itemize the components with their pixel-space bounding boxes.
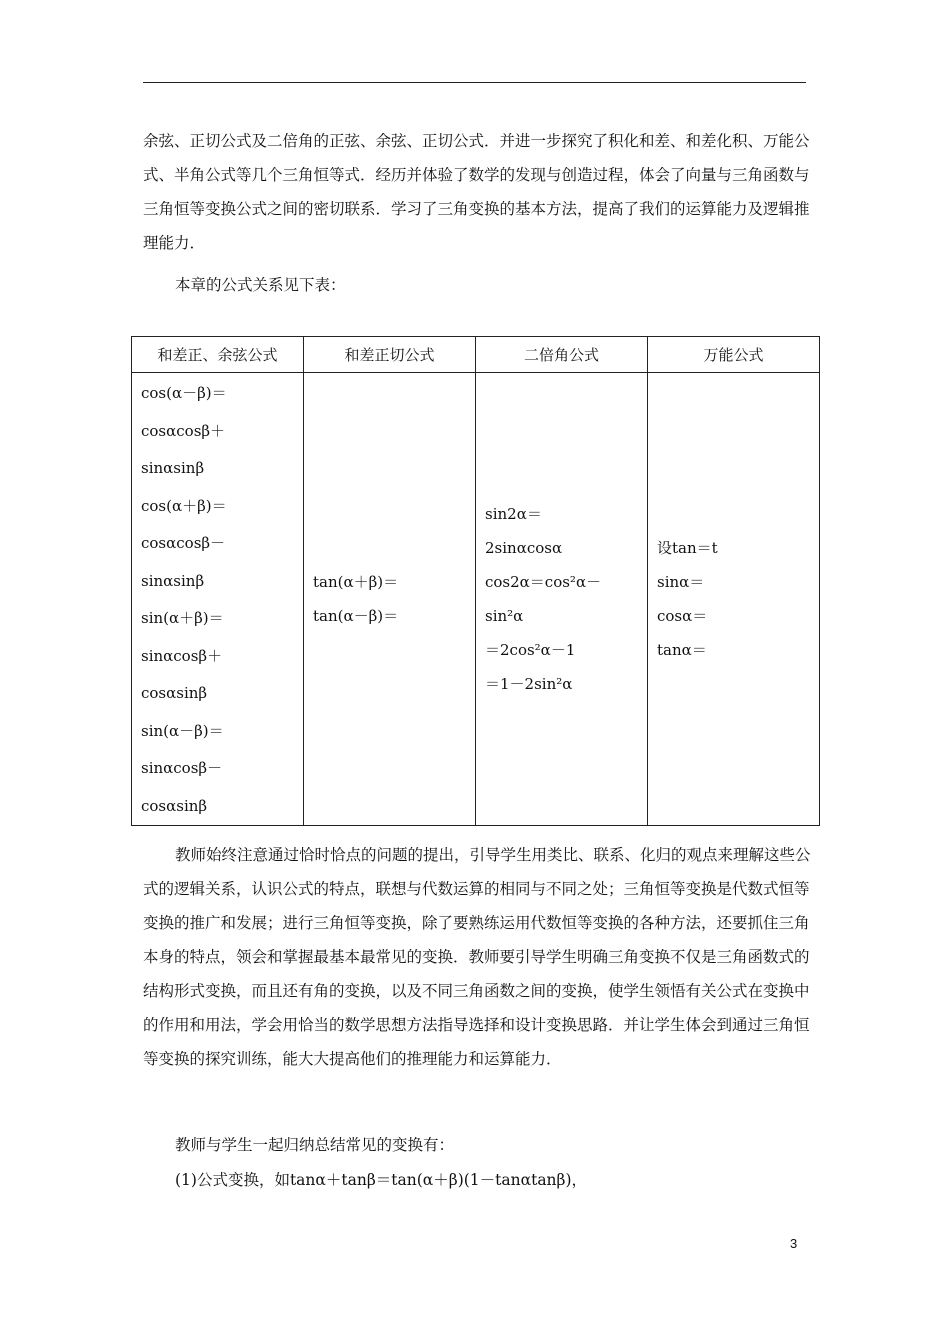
cell-sum-diff-sin-cos [132, 373, 304, 826]
formula-line: sinα＝ [657, 573, 705, 591]
table-header-row [132, 337, 820, 373]
formula-line: 设tan＝t [657, 539, 718, 557]
formula-line: sinαsinβ [141, 571, 205, 590]
formula-line: cos(α－β)＝ [141, 384, 227, 402]
header-double-angle: 二倍角公式 [476, 337, 648, 373]
formula-line: 2sinαcosα [485, 539, 563, 557]
formula-table [131, 336, 820, 826]
formula-line: cos(α＋β)＝ [141, 496, 227, 515]
formula-line: sinαsinβ [141, 459, 205, 477]
formula-line: cosαcosβ－ [141, 534, 226, 552]
list-item: (1)公式变换，如tanα＋tanβ＝tan(α＋β)(1－tanαtanβ)， [175, 1171, 588, 1189]
formula-line: cosαcosβ＋ [141, 421, 226, 440]
formula-line: cosα＝ [657, 607, 708, 625]
formula-line: sin²α [485, 607, 524, 625]
formula-line: cosαsinβ [141, 684, 208, 702]
header-rule [143, 82, 806, 83]
formula-line: cos2α＝cos²α－ [485, 573, 602, 591]
formula-line: sin2α＝ [485, 505, 542, 523]
formula-line: ＝2cos²α－1 [485, 641, 576, 659]
formula-line: tan(α－β)＝ [313, 607, 399, 625]
formula-line: cosαsinβ [141, 796, 208, 815]
cell-sum-diff-tan [304, 373, 476, 826]
formula-line: sin(α－β)＝ [141, 721, 224, 740]
intro-paragraph: 余弦、正切公式及二倍角的正弦、余弦、正切公式．并进一步探究了积化和差、和差化积、万能公式、半角公式等几个三角恒等式．经历并体验了数学的发现与创造过程，体会了向量与三角函数与三角恒等变换公式之间的密切联系．学习了三角变换的基本方法，提高了我们的运算能力及逻辑推理能力． [143, 132, 810, 252]
header-sum-diff-sin-cos: 和差正、余弦公式 [132, 337, 304, 373]
formula-line: sin(α＋β)＝ [141, 609, 224, 627]
page-number: 3 [790, 1236, 798, 1251]
formula-line: sinαcosβ＋ [141, 646, 223, 665]
table-intro: 本章的公式关系见下表： [175, 276, 346, 294]
formula-line: tan(α＋β)＝ [313, 573, 399, 591]
summary-line: 教师与学生一起归纳总结常见的变换有： [175, 1136, 455, 1154]
formula-line: ＝1－2sin²α [485, 675, 573, 693]
header-universal: 万能公式 [648, 337, 820, 373]
formula-line: sinαcosβ－ [141, 759, 223, 777]
formula-line: tanα＝ [657, 641, 707, 659]
table-row [132, 373, 820, 826]
cell-universal [648, 373, 820, 826]
header-sum-diff-tan: 和差正切公式 [304, 337, 476, 373]
teacher-paragraph: 教师始终注意通过恰时恰点的问题的提出，引导学生用类比、联系、化归的观点来理解这些公式的逻辑关系，认识公式的特点，联想与代数运算的相同与不同之处；三角恒等变换是代数式恒等变换的推广和发展；进行三角恒等变换，除了要熟练运用代数恒等变换的各种方法，还要抓住三角本身的特点，领会和掌握最基本最常见的变换．教师要引导学生明确三角变换不仅是三角函数式的结构形式变换，而且还有角的变换，以及不同三角函数之间的变换，使学生领悟有关公式在变换中的作用和用法，学会用恰当的数学思想方法指导选择和设计变换思路．并让学生体会到通过三角恒等变换的探究训练，能大大提高他们的推理能力和运算能力． [143, 846, 811, 1068]
cell-double-angle [476, 373, 648, 826]
